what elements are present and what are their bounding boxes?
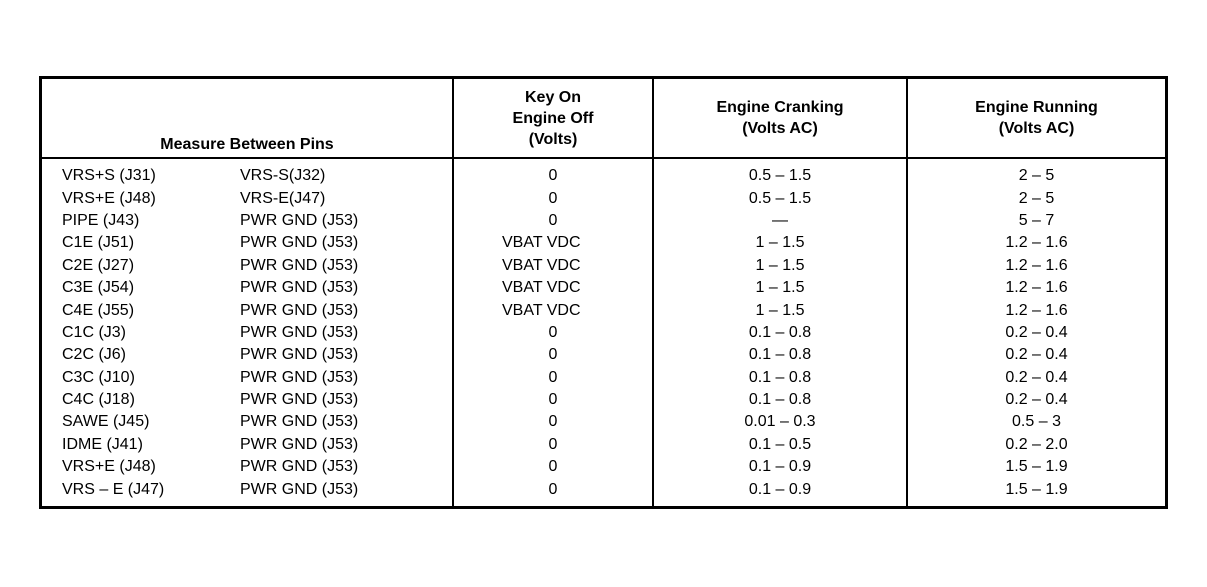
running-value: 5 – 7 — [907, 210, 1165, 232]
key-on-value: 0 — [453, 322, 653, 344]
key-on-value: 0 — [453, 187, 653, 209]
cranking-value: 0.5 – 1.5 — [653, 158, 907, 187]
key-on-value: VBAT VDC — [453, 255, 653, 277]
header-running-line-1: Engine Running — [975, 99, 1098, 116]
running-value: 0.2 – 0.4 — [907, 367, 1165, 389]
pin-from: SAWE (J45) — [62, 413, 150, 431]
key-on-value: 0 — [453, 434, 653, 456]
pin-from: C2E (J27) — [62, 256, 135, 274]
pin-to: VRS-S(J32) — [240, 167, 326, 185]
pin-from: C3C (J10) — [62, 368, 135, 386]
voltage-measurement-table — [42, 79, 1165, 507]
table-row — [42, 389, 1165, 411]
pin-to: PWR GND (J53) — [240, 435, 359, 453]
table-row — [42, 478, 1165, 506]
pin-from: PIPE (J43) — [62, 211, 140, 229]
header-engine-running — [907, 79, 1165, 158]
pin-to: PWR GND (J53) — [240, 346, 359, 364]
key-on-value: VBAT VDC — [453, 277, 653, 299]
running-value: 0.2 – 2.0 — [907, 434, 1165, 456]
pin-from: C1E (J51) — [62, 234, 135, 252]
key-on-value: 0 — [453, 478, 653, 506]
header-key-on-line-1: Key On — [524, 88, 581, 106]
cranking-value: 1 – 1.5 — [653, 299, 907, 321]
pin-to: PWR GND (J53) — [240, 211, 359, 229]
pin-from: VRS+E (J48) — [62, 189, 156, 207]
table-row — [42, 411, 1165, 433]
table-row — [42, 367, 1165, 389]
running-value: 1.5 – 1.9 — [907, 456, 1165, 478]
cranking-value: 0.1 – 0.8 — [653, 367, 907, 389]
table-row — [42, 210, 1165, 232]
running-value: 1.2 – 1.6 — [907, 299, 1165, 321]
cranking-value: 1 – 1.5 — [653, 255, 907, 277]
header-running-line-2: (Volts AC) — [998, 120, 1075, 137]
header-cranking-line-1: Engine Cranking — [716, 99, 844, 116]
cranking-value: 0.1 – 0.8 — [653, 344, 907, 366]
running-value: 2 – 5 — [907, 158, 1165, 187]
running-value: 0.5 – 3 — [907, 411, 1165, 433]
cranking-value: 0.1 – 0.8 — [653, 322, 907, 344]
pin-to: PWR GND (J53) — [240, 256, 359, 274]
key-on-value: 0 — [453, 389, 653, 411]
header-cranking-line-2: (Volts AC) — [742, 120, 818, 137]
key-on-value: 0 — [453, 344, 653, 366]
header-measure-label: Measure Between Pins — [160, 136, 334, 153]
cranking-value: 0.1 – 0.9 — [653, 478, 907, 506]
running-value: 1.5 – 1.9 — [907, 478, 1165, 506]
running-value: 1.2 – 1.6 — [907, 232, 1165, 254]
cranking-value: 0.1 – 0.8 — [653, 389, 907, 411]
pin-from: C4C (J18) — [62, 391, 135, 409]
cranking-value: — — [653, 210, 907, 232]
cranking-value: 0.5 – 1.5 — [653, 187, 907, 209]
pin-from: VRS – E (J47) — [62, 480, 165, 498]
table-row — [42, 232, 1165, 254]
voltage-table-frame — [39, 76, 1168, 509]
key-on-value: VBAT VDC — [453, 299, 653, 321]
header-key-on-line-3: (Volts) — [528, 130, 578, 148]
key-on-value: 0 — [453, 456, 653, 478]
table-header-row — [42, 79, 1165, 158]
pin-from: VRS+S (J31) — [62, 167, 156, 185]
cranking-value: 0.1 – 0.5 — [653, 434, 907, 456]
header-measure-between-pins — [42, 79, 453, 158]
pin-to: PWR GND (J53) — [240, 391, 359, 409]
pin-from: VRS+E (J48) — [62, 458, 156, 476]
pin-to: PWR GND (J53) — [240, 234, 359, 252]
running-value: 1.2 – 1.6 — [907, 277, 1165, 299]
header-key-on-engine-off — [453, 79, 653, 158]
cranking-value: 0.1 – 0.9 — [653, 456, 907, 478]
pin-from: C2C (J6) — [62, 346, 127, 364]
key-on-value: 0 — [453, 411, 653, 433]
pin-to: PWR GND (J53) — [240, 480, 359, 498]
cranking-value: 1 – 1.5 — [653, 277, 907, 299]
table-row — [42, 344, 1165, 366]
key-on-value: 0 — [453, 367, 653, 389]
table-row — [42, 158, 1165, 187]
pin-to: PWR GND (J53) — [240, 458, 359, 476]
cranking-value: 1 – 1.5 — [653, 232, 907, 254]
table-row — [42, 255, 1165, 277]
table-row — [42, 434, 1165, 456]
running-value: 0.2 – 0.4 — [907, 389, 1165, 411]
table-row — [42, 456, 1165, 478]
pin-to: PWR GND (J53) — [240, 323, 359, 341]
running-value: 1.2 – 1.6 — [907, 255, 1165, 277]
pin-to: VRS-E(J47) — [240, 189, 326, 207]
pin-from: C1C (J3) — [62, 323, 127, 341]
pin-from: C4E (J55) — [62, 301, 135, 319]
key-on-value: 0 — [453, 210, 653, 232]
pin-to: PWR GND (J53) — [240, 368, 359, 386]
table-row — [42, 299, 1165, 321]
pin-to: PWR GND (J53) — [240, 279, 359, 297]
running-value: 0.2 – 0.4 — [907, 322, 1165, 344]
pin-to: PWR GND (J53) — [240, 301, 359, 319]
cranking-value: 0.01 – 0.3 — [653, 411, 907, 433]
pin-from: C3E (J54) — [62, 279, 135, 297]
key-on-value: VBAT VDC — [453, 232, 653, 254]
table-row — [42, 277, 1165, 299]
key-on-value: 0 — [453, 158, 653, 187]
pin-to: PWR GND (J53) — [240, 413, 359, 431]
running-value: 0.2 – 0.4 — [907, 344, 1165, 366]
header-key-on-line-2: Engine Off — [512, 109, 594, 127]
pin-from: IDME (J41) — [62, 435, 143, 453]
running-value: 2 – 5 — [907, 187, 1165, 209]
table-row — [42, 322, 1165, 344]
table-row — [42, 187, 1165, 209]
header-engine-cranking — [653, 79, 907, 158]
